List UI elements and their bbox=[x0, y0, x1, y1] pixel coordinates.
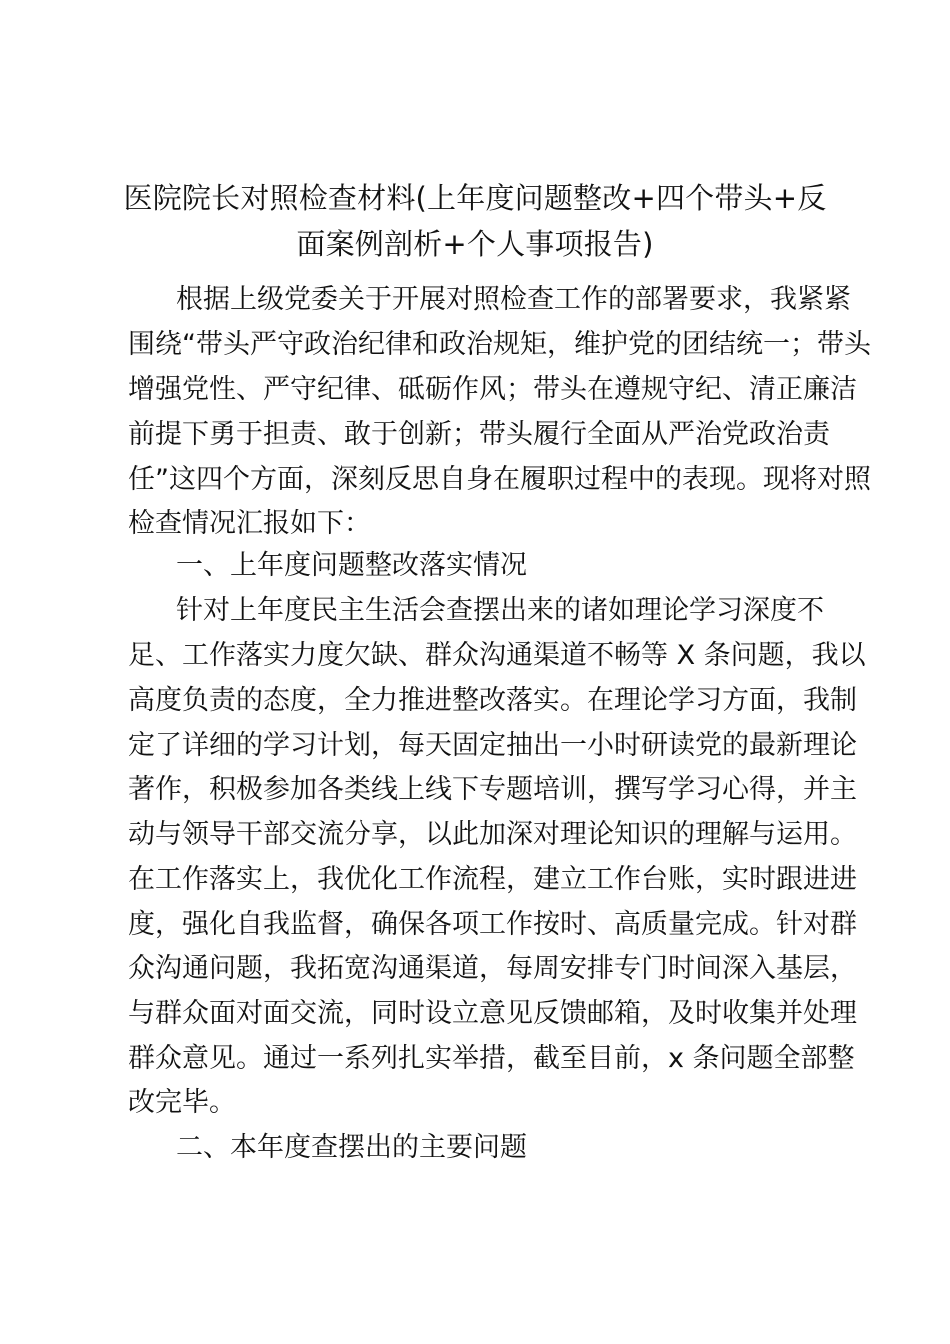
body-line: 在工作落实上，我优化工作流程，建立工作台账，实时跟进进 bbox=[128, 864, 857, 895]
body-line: 根据上级党委关于开展对照检查工作的部署要求，我紧紧 bbox=[176, 284, 851, 315]
body-line: 检查情况汇报如下： bbox=[128, 508, 371, 539]
body-line: 与群众面对面交流，同时设立意见反馈邮箱，及时收集并处理 bbox=[128, 998, 857, 1029]
body-line: 高度负责的态度，全力推进整改落实。在理论学习方面，我制 bbox=[128, 685, 857, 716]
body-line: 任”这四个方面，深刻反思自身在履职过程中的表现。现将对照 bbox=[128, 464, 871, 495]
body-line: 增强党性、严守纪律、砥砺作风；带头在遵规守纪、清正廉洁 bbox=[128, 374, 857, 405]
body-line: 度，强化自我监督，确保各项工作按时、高质量完成。针对群 bbox=[128, 909, 857, 940]
body-line: 足、工作落实力度欠缺、群众沟通渠道不畅等 X 条问题，我以 bbox=[128, 640, 866, 671]
body-line: 动与领导干部交流分享，以此加深对理论知识的理解与运用。 bbox=[128, 819, 857, 850]
body-line: 定了详细的学习计划，每天固定抽出一小时研读党的最新理论 bbox=[128, 730, 857, 761]
body-line: 著作，积极参加各类线上线下专题培训，撰写学习心得，并主 bbox=[128, 774, 857, 805]
body-line: 改完毕。 bbox=[128, 1087, 236, 1118]
body-line: 群众意见。通过一系列扎实举措，截至目前，x 条问题全部整 bbox=[128, 1043, 855, 1074]
document-title-line-2: 面案例剖析+个人事项报告) bbox=[296, 227, 654, 261]
section-heading: 二、本年度查摆出的主要问题 bbox=[176, 1132, 527, 1163]
section-heading: 一、上年度问题整改落实情况 bbox=[176, 550, 527, 581]
body-line: 前提下勇于担责、敢于创新；带头履行全面从严治党政治责 bbox=[128, 419, 830, 450]
document-title-line-1: 医院院长对照检查材料(上年度问题整改+四个带头+反 bbox=[123, 181, 827, 215]
body-line: 众沟通问题，我拓宽沟通渠道，每周安排专门时间深入基层， bbox=[128, 953, 857, 984]
body-line: 围绕“带头严守政治纪律和政治规矩，维护党的团结统一；带头 bbox=[128, 329, 871, 360]
body-line: 针对上年度民主生活会查摆出来的诸如理论学习深度不 bbox=[176, 595, 824, 626]
